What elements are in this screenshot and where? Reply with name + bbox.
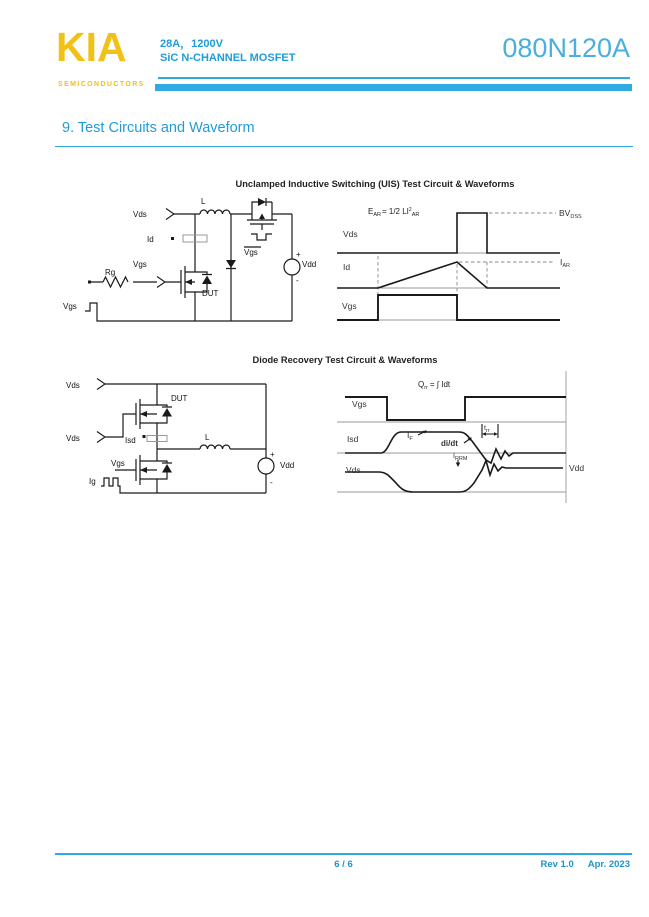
label-vgs-probe: Vgs [133, 260, 147, 269]
vgs-trace [337, 295, 560, 320]
wave-label-vds: Vds [343, 229, 358, 239]
uis-circuit-lines [85, 198, 300, 321]
wave-label-irrm: $I_{RRM}$ [453, 453, 468, 462]
label-dut: DUT [202, 289, 219, 298]
vds-trace-2 [345, 461, 563, 493]
recovery-waveforms [337, 371, 566, 503]
vdc-source-circle [284, 259, 300, 275]
label-vgs-clamp: Vgs [244, 248, 258, 257]
vds-trace [337, 213, 560, 253]
label-inductor-2: L [205, 433, 210, 442]
label-vdd-2: Vdd [280, 461, 295, 470]
section-title: 9. Test Circuits and Waveform [62, 120, 255, 136]
kia-logo-subtext: SEMICONDUCTORS [58, 81, 145, 88]
wave-label-vgs-2: Vgs [352, 399, 367, 409]
wave-label-id: Id [343, 262, 351, 272]
qrr-formula: $Q_{rr}$ = ∫ Idt [418, 380, 451, 391]
label-plus: + [296, 250, 301, 259]
label-vdd: Vdd [302, 260, 317, 269]
uis-energy-formula: $E_{AR}= 1/2$ $LI^2_{AR}$ [368, 207, 420, 218]
section-underline [55, 146, 633, 147]
label-vds-probe: Vds [133, 210, 147, 219]
product-type: SiC N-CHANNEL MOSFET [160, 52, 296, 64]
figure2-diode-recovery-diagram [55, 365, 640, 510]
page-number: 6 / 6 [334, 859, 353, 870]
wave-label-vgs: Vgs [342, 301, 357, 311]
label-id-probe: Id [147, 235, 154, 244]
header-rule-thin [158, 77, 630, 79]
wave-label-didt: di/dt [441, 439, 458, 448]
wave-label-vdd: Vdd [569, 463, 585, 473]
label-isd: Isd [125, 436, 136, 445]
label-minus: - [296, 276, 299, 285]
label-vgs-lower: Vgs [111, 459, 125, 468]
label-rg: Rg [105, 268, 116, 277]
label-plus-2: + [270, 450, 275, 459]
vdc-source-circle-2 [258, 458, 274, 474]
label-vgs-input: Vgs [63, 302, 77, 311]
kia-logo: KIA [56, 24, 127, 70]
label-vds-top: Vds [66, 381, 80, 390]
product-rating: 28A，1200V [160, 38, 223, 50]
figure2-title: Diode Recovery Test Circuit & Waveforms [252, 355, 438, 365]
part-number: 080N120A [502, 33, 630, 63]
revision-label: Rev 1.0 [540, 859, 574, 870]
wave-label-isd: Isd [347, 434, 359, 444]
revision-date: Apr. 2023 [587, 859, 630, 870]
wave-label-bvdss: $BV_{DSS}$ [559, 208, 582, 220]
label-dut-2: DUT [171, 394, 188, 403]
label-inductor: L [201, 197, 206, 206]
header-rule-thick [155, 84, 632, 91]
wave-label-if: $I_F$ [407, 430, 413, 442]
label-ig: Ig [89, 477, 96, 486]
wave-label-iar: $I_{AR}$ [560, 257, 571, 269]
footer-rule [55, 853, 632, 855]
label-vds-mid: Vds [66, 434, 80, 443]
id-trace [337, 262, 560, 288]
figure1-title: Unclamped Inductive Switching (UIS) Test Circuit & Waveforms [235, 179, 515, 189]
vgs-trace-2 [345, 397, 566, 420]
wave-label-trr: $t_{rr}$ [484, 425, 490, 434]
uis-waveforms [337, 213, 560, 320]
wave-label-vds-2: Vds [346, 465, 361, 475]
revision-info [400, 859, 630, 870]
figure1-uis-diagram [55, 190, 640, 335]
label-minus-2: - [270, 478, 273, 487]
